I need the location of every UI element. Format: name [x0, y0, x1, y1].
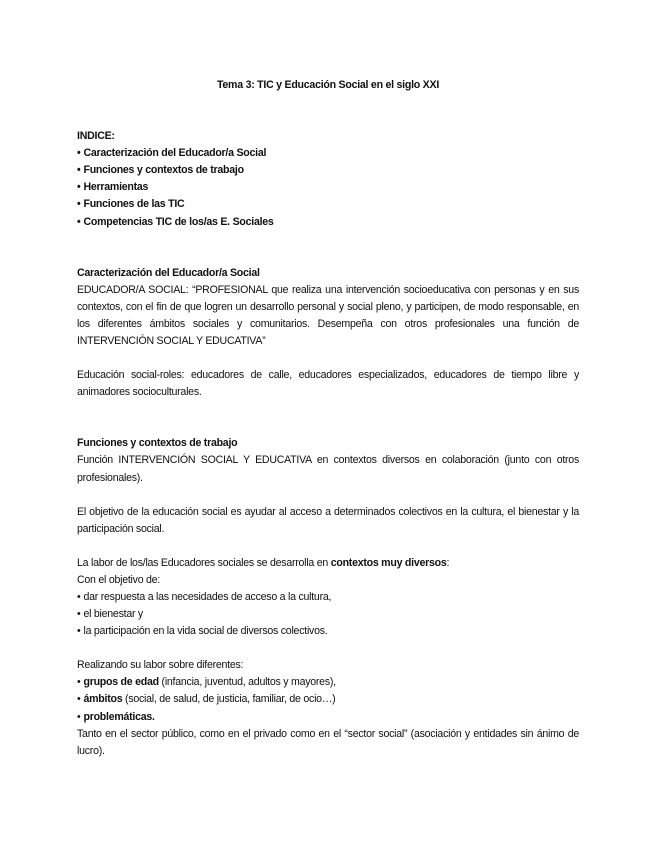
index-heading: INDICE:	[77, 130, 115, 143]
paragraph-labor	[77, 555, 579, 572]
paragraph-function: Función INTERVENCIÓN SOCIAL Y EDUCATIVA en contextos diversos en colaboración (junto con otros profesionales).	[77, 454, 579, 484]
index-item: • Competencias TIC de los/as E. Sociales	[77, 214, 579, 231]
labor-suffix: :	[446, 556, 450, 569]
objective-intro: Con el objetivo de:	[77, 573, 161, 586]
area-text: (social, de salud, de justicia, familiar, de ocio…)	[122, 693, 336, 706]
section-heading-funciones: Funciones y contextos de trabajo	[77, 437, 238, 450]
realizing-intro: Realizando su labor sobre diferentes:	[77, 659, 244, 672]
areas-list	[77, 674, 579, 725]
index-item: • Funciones de las TIC	[77, 196, 579, 213]
area-item	[77, 674, 579, 691]
spacer	[77, 231, 579, 265]
spacer	[77, 538, 579, 555]
index-list	[77, 145, 579, 230]
index-item: • Caracterización del Educador/a Social	[77, 145, 579, 162]
spacer	[77, 487, 579, 504]
area-item	[77, 691, 579, 708]
spacer	[77, 640, 579, 657]
document-content	[77, 77, 579, 760]
section-heading-caracterizacion: Caracterización del Educador/a Social	[77, 266, 260, 279]
area-text: (infancia, juventud, adultos y mayores),	[158, 676, 336, 689]
spacer	[77, 401, 579, 435]
objective-item: • dar respuesta a las necesidades de acceso a la cultura,	[77, 589, 579, 606]
objective-item: • la participación en la vida social de diversos colectivos.	[77, 623, 579, 640]
area-bold: ámbitos	[83, 693, 123, 706]
objective-item: • el bienestar y	[77, 606, 579, 623]
index-item: • Funciones y contextos de trabajo	[77, 162, 579, 179]
index-item: • Herramientas	[77, 179, 579, 196]
paragraph-closing: Tanto en el sector público, como en el privado como en el “sector social” (asociación y entidades sin ánimo de lucro).	[77, 727, 579, 757]
area-bold: problemáticas.	[83, 710, 155, 723]
labor-prefix: La labor de los/las Educadores sociales se desarrolla en	[77, 556, 331, 569]
area-item	[77, 709, 579, 726]
document-title: Tema 3: TIC y Educación Social en el siglo XXI	[216, 79, 440, 91]
paragraph-objective: El objetivo de la educación social es ayudar al acceso a determinados colectivos en la cultura, el bienestar y la participación social.	[77, 505, 579, 535]
objectives-list	[77, 589, 579, 640]
area-bold: grupos de edad	[83, 676, 159, 689]
paragraph-definition: EDUCADOR/A SOCIAL: “PROFESIONAL que realiza una intervención socioeducativa con personas y en sus contextos, con el fin de que logren un desarrollo personal y social pleno, y participen, de modo responsable, en los diferentes ámbitos sociales y comunitarios. Desempeña con otros profesionales una función de INTERVENCIÓN SOCIAL Y EDUCATIVA”	[77, 283, 579, 348]
paragraph-roles: Educación social-roles: educadores de calle, educadores especializados, educadores de tiempo libre y animadores socioculturales.	[77, 369, 579, 399]
spacer	[77, 350, 579, 367]
labor-bold: contextos muy diversos	[330, 556, 447, 569]
spacer	[77, 94, 579, 128]
